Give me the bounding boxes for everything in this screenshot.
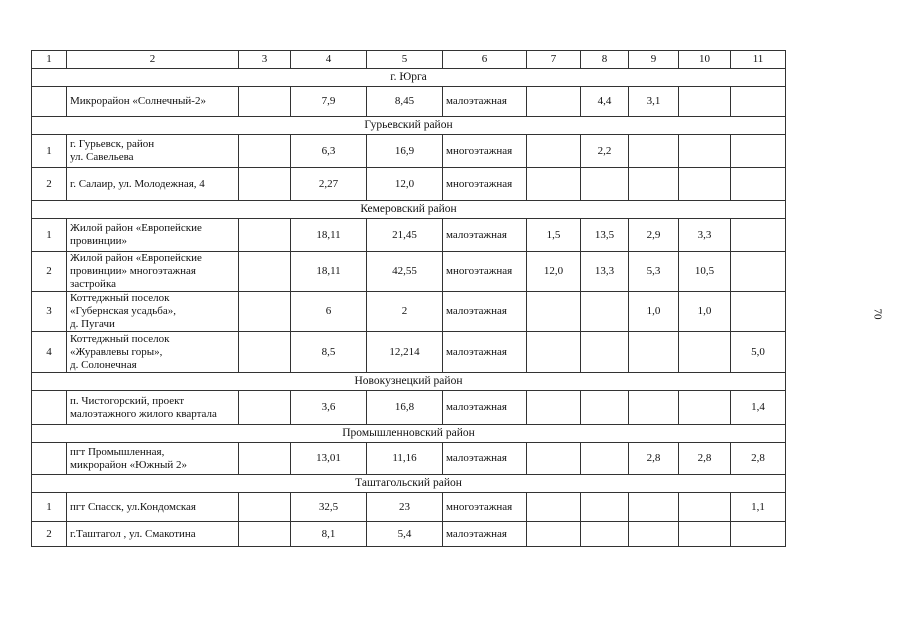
- table-row: [32, 493, 786, 522]
- col5: 5,4: [367, 522, 443, 547]
- object-name: пгт Промышленная, микрорайон «Южный 2»: [67, 443, 239, 475]
- col11: [731, 522, 786, 547]
- col5: 23: [367, 493, 443, 522]
- col8: [581, 443, 629, 475]
- building-type: малоэтажная: [443, 391, 527, 425]
- col5: 11,16: [367, 443, 443, 475]
- col4: 8,5: [291, 332, 367, 373]
- col7: [527, 522, 581, 547]
- building-type: многоэтажная: [443, 493, 527, 522]
- col5: 8,45: [367, 87, 443, 117]
- table-row: [32, 391, 786, 425]
- col7: [527, 443, 581, 475]
- col7: [527, 168, 581, 201]
- col8: [581, 168, 629, 201]
- col8: [581, 332, 629, 373]
- table-row: [32, 87, 786, 117]
- column-number-11: 11: [731, 51, 786, 69]
- building-type: малоэтажная: [443, 292, 527, 332]
- object-name: п. Чистогорский, проект малоэтажного жилого квартала: [67, 391, 239, 425]
- column-number-9: 9: [629, 51, 679, 69]
- column-number-row: [32, 51, 786, 69]
- row-number: 4: [32, 332, 67, 373]
- col7: 12,0: [527, 252, 581, 292]
- table-row: [32, 522, 786, 547]
- column-number-2: 2: [67, 51, 239, 69]
- row-number: [32, 391, 67, 425]
- row-number: 2: [32, 168, 67, 201]
- object-name: пгт Спасск, ул.Кондомская: [67, 493, 239, 522]
- col10: 2,8: [679, 443, 731, 475]
- housing-table: [31, 50, 786, 547]
- col8: 13,3: [581, 252, 629, 292]
- col4: 13,01: [291, 443, 367, 475]
- col11: [731, 252, 786, 292]
- col5: 16,9: [367, 135, 443, 168]
- object-name: Микрорайон «Солнечный-2»: [67, 87, 239, 117]
- col11: 1,1: [731, 493, 786, 522]
- building-type: многоэтажная: [443, 252, 527, 292]
- section-title: Кемеровский район: [32, 201, 786, 219]
- col8: [581, 522, 629, 547]
- section-row: [32, 475, 786, 493]
- col9: 2,9: [629, 219, 679, 252]
- col3: [239, 168, 291, 201]
- col5: 2: [367, 292, 443, 332]
- col11: [731, 219, 786, 252]
- col3: [239, 443, 291, 475]
- col5: 12,214: [367, 332, 443, 373]
- col9: [629, 493, 679, 522]
- object-name: Жилой район «Европейские провинции»: [67, 219, 239, 252]
- building-type: малоэтажная: [443, 219, 527, 252]
- section-title: Новокузнецкий район: [32, 373, 786, 391]
- object-name: г. Гурьевск, район ул. Савельева: [67, 135, 239, 168]
- table-row: [32, 332, 786, 373]
- col10: [679, 87, 731, 117]
- col5: 12,0: [367, 168, 443, 201]
- col10: 3,3: [679, 219, 731, 252]
- col3: [239, 522, 291, 547]
- col7: [527, 292, 581, 332]
- col11: 5,0: [731, 332, 786, 373]
- object-name: Коттеджный поселок «Журавлевы горы», д. Солонечная: [67, 332, 239, 373]
- col7: [527, 135, 581, 168]
- row-number: 2: [32, 522, 67, 547]
- col8: [581, 292, 629, 332]
- col11: [731, 87, 786, 117]
- col3: [239, 87, 291, 117]
- col10: 10,5: [679, 252, 731, 292]
- column-number-4: 4: [291, 51, 367, 69]
- col7: [527, 87, 581, 117]
- table-row: [32, 292, 786, 332]
- col5: 42,55: [367, 252, 443, 292]
- col9: 2,8: [629, 443, 679, 475]
- col4: 6: [291, 292, 367, 332]
- col3: [239, 391, 291, 425]
- col3: [239, 219, 291, 252]
- row-number: [32, 443, 67, 475]
- object-name: Коттеджный поселок «Губернская усадьба», д. Пугачи: [67, 292, 239, 332]
- building-type: малоэтажная: [443, 443, 527, 475]
- column-number-10: 10: [679, 51, 731, 69]
- row-number: 2: [32, 252, 67, 292]
- col4: 18,11: [291, 219, 367, 252]
- col4: 7,9: [291, 87, 367, 117]
- column-number-3: 3: [239, 51, 291, 69]
- col9: [629, 391, 679, 425]
- column-number-5: 5: [367, 51, 443, 69]
- row-number: 1: [32, 135, 67, 168]
- col4: 18,11: [291, 252, 367, 292]
- column-number-1: 1: [32, 51, 67, 69]
- col5: 16,8: [367, 391, 443, 425]
- object-name: г.Таштагол , ул. Смакотина: [67, 522, 239, 547]
- table-row: [32, 168, 786, 201]
- col8: 2,2: [581, 135, 629, 168]
- section-row: [32, 201, 786, 219]
- col3: [239, 292, 291, 332]
- building-type: многоэтажная: [443, 168, 527, 201]
- col3: [239, 135, 291, 168]
- col11: 1,4: [731, 391, 786, 425]
- col8: 13,5: [581, 219, 629, 252]
- row-number: [32, 87, 67, 117]
- section-title: Таштагольский район: [32, 475, 786, 493]
- col3: [239, 252, 291, 292]
- col10: [679, 522, 731, 547]
- building-type: малоэтажная: [443, 522, 527, 547]
- section-title: г. Юрга: [32, 69, 786, 87]
- section-title: Гурьевский район: [32, 117, 786, 135]
- col8: [581, 391, 629, 425]
- col4: 3,6: [291, 391, 367, 425]
- col8: [581, 493, 629, 522]
- section-row: [32, 425, 786, 443]
- section-row: [32, 373, 786, 391]
- table-row: [32, 135, 786, 168]
- col5: 21,45: [367, 219, 443, 252]
- table-row: [32, 443, 786, 475]
- object-name: г. Салаир, ул. Молодежная, 4: [67, 168, 239, 201]
- col7: [527, 493, 581, 522]
- col10: 1,0: [679, 292, 731, 332]
- section-row: [32, 69, 786, 87]
- building-type: многоэтажная: [443, 135, 527, 168]
- col10: [679, 493, 731, 522]
- col9: 1,0: [629, 292, 679, 332]
- col4: 6,3: [291, 135, 367, 168]
- col7: [527, 332, 581, 373]
- col4: 32,5: [291, 493, 367, 522]
- column-number-7: 7: [527, 51, 581, 69]
- row-number: 1: [32, 219, 67, 252]
- row-number: 3: [32, 292, 67, 332]
- table-row: [32, 219, 786, 252]
- column-number-8: 8: [581, 51, 629, 69]
- col7: [527, 391, 581, 425]
- col9: 3,1: [629, 87, 679, 117]
- col9: [629, 135, 679, 168]
- page-number: 70: [871, 308, 884, 320]
- section-title: Промышленновский район: [32, 425, 786, 443]
- col11: [731, 292, 786, 332]
- table-row: [32, 252, 786, 292]
- col11: [731, 135, 786, 168]
- row-number: 1: [32, 493, 67, 522]
- col10: [679, 135, 731, 168]
- col4: 8,1: [291, 522, 367, 547]
- col9: [629, 522, 679, 547]
- col4: 2,27: [291, 168, 367, 201]
- col11: 2,8: [731, 443, 786, 475]
- section-row: [32, 117, 786, 135]
- col9: [629, 168, 679, 201]
- col7: 1,5: [527, 219, 581, 252]
- col11: [731, 168, 786, 201]
- col3: [239, 493, 291, 522]
- col3: [239, 332, 291, 373]
- col10: [679, 391, 731, 425]
- building-type: малоэтажная: [443, 332, 527, 373]
- col9: [629, 332, 679, 373]
- col9: 5,3: [629, 252, 679, 292]
- col10: [679, 168, 731, 201]
- object-name: Жилой район «Европейские провинции» многоэтажная застройка: [67, 252, 239, 292]
- col10: [679, 332, 731, 373]
- column-number-6: 6: [443, 51, 527, 69]
- col8: 4,4: [581, 87, 629, 117]
- building-type: малоэтажная: [443, 87, 527, 117]
